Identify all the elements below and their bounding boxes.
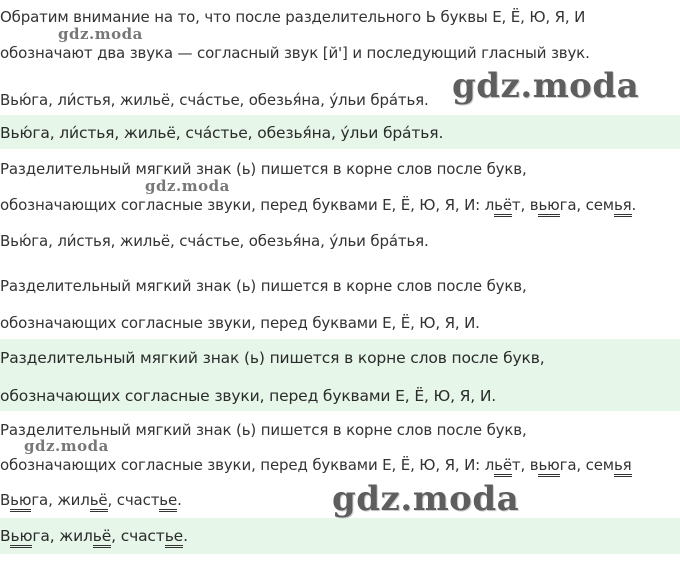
highlighted-line: обозначающих согласные звуки, перед буквами Е, Ё, Ю, Я, И. [0,387,497,405]
highlighted-short-examples-line: Вьюга, жильё, счастье. [0,526,680,546]
text-line: Вью́га, ли́стья, жильё, сча́стье, обезья́на, у́льи бра́тья. [0,91,429,109]
watermark-logo: gdz.moda [452,66,640,106]
text-line: Обратим внимание на то, что после разделительного Ь буквы Е, Ё, Ю, Я, И [0,8,586,26]
underlined-letters: ьё [494,456,512,477]
underlined-letters: ью [10,491,31,512]
underlined-letters: ья [614,456,632,477]
text-line: Вью́га, ли́стья, жильё, сча́стье, обезья́на, у́льи бра́тья. [0,232,429,250]
highlighted-line: Разделительный мягкий знак (ь) пишется в корне слов после букв, [0,349,545,367]
text-line: обозначающих согласные звуки, перед буквами Е, Ё, Ю, Я, И. [0,314,480,332]
highlighted-line: Вью́га, ли́стья, жильё, сча́стье, обезья́на, у́льи бра́тья. [0,124,444,142]
text-line: обозначают два звука — согласный звук [й'] и последующий гласный звук. [0,44,590,62]
watermark-logo: gdz.moda [145,177,230,195]
underlined-letters: ью [538,456,559,477]
examples-line: обозначающих согласные звуки, перед буквами Е, Ё, Ю, Я, И: льёт, вьюга, семья. [0,195,680,215]
underlined-letters: ье [159,491,177,512]
watermark-logo: gdz.moda [24,437,109,455]
underlined-letters: ьё [90,491,108,512]
underlined-letters: ью [538,196,559,217]
underlined-letters: ьё [494,196,512,217]
watermark-logo: gdz.moda [332,479,520,519]
text-line: Разделительный мягкий знак (ь) пишется в корне слов после букв, [0,421,527,439]
underlined-letters: ья [614,196,632,217]
examples-line: обозначающих согласные звуки, перед буквами Е, Ё, Ю, Я, И: льёт, вьюга, семья [0,455,680,475]
watermark-logo: gdz.moda [58,25,143,43]
text-line: Разделительный мягкий знак (ь) пишется в корне слов после букв, [0,160,527,178]
underlined-letters: ью [10,527,32,548]
short-examples-line: Вьюга, жильё, счастье. [0,490,680,510]
underlined-letters: ье [165,527,183,548]
text-line: Разделительный мягкий знак (ь) пишется в корне слов после букв, [0,277,527,295]
underlined-letters: ьё [93,527,111,548]
